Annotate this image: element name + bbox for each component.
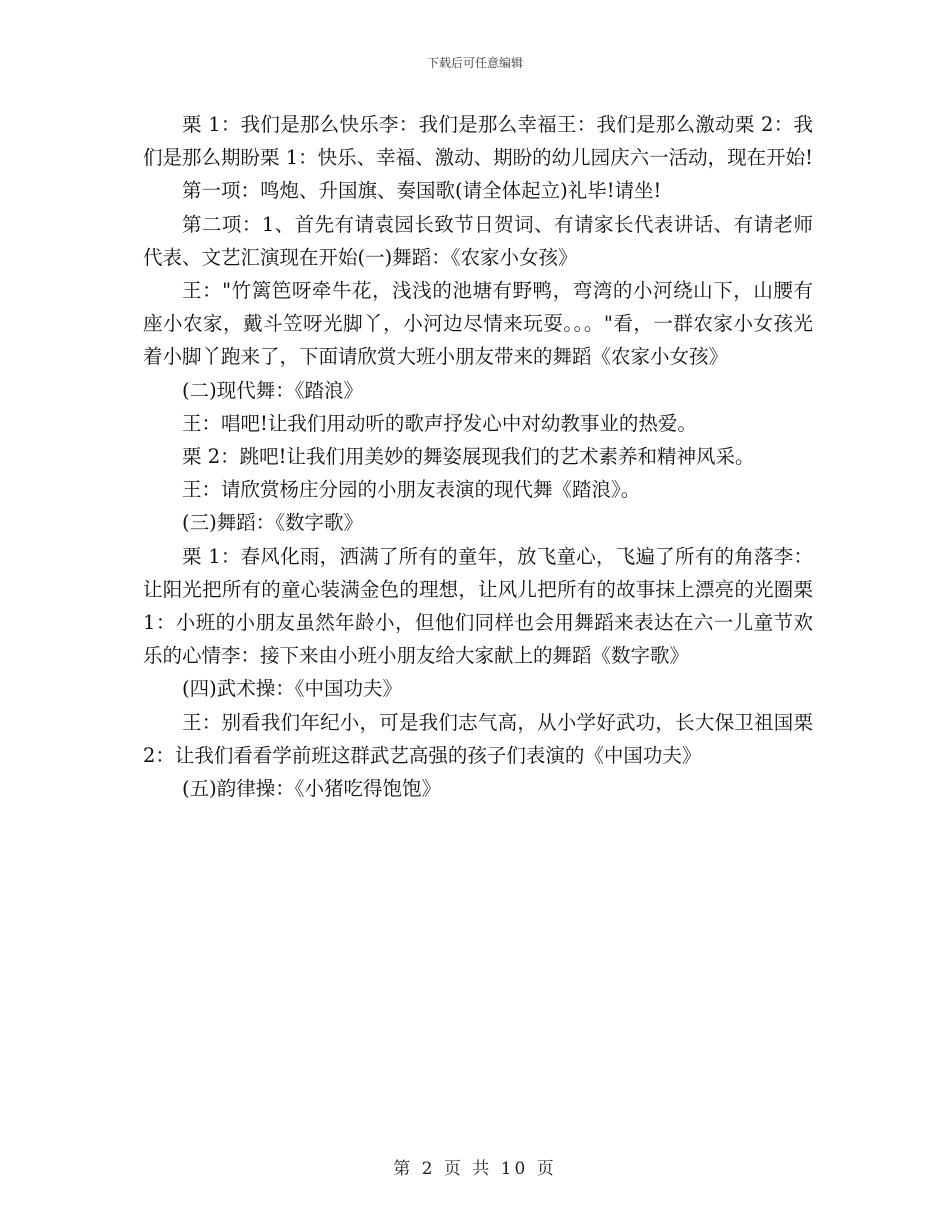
paragraph-opening-dialogue: 栗 1：我们是那么快乐李：我们是那么幸福王：我们是那么激动栗 2：我们是那么期盼栗 1：快乐、幸福、激动、期盼的幼儿园庆六一活动，现在开始! [143, 113, 813, 170]
paragraph-item-two: 第二项：1、首先有请袁园长致节日贺词、有请家长代表讲话、有请老师代表、文艺汇演现在开始(一)舞蹈：《农家小女孩》 [143, 212, 813, 269]
paragraph-number-song-intro: 栗 1：春风化雨，洒满了所有的童年，放飞童心，飞遍了所有的角落李：让阳光把所有的童心装满金色的理想，让风儿把所有的故事抹上漂亮的光圈栗 1：小班的小朋友虽然年龄小，但他们同样也会用舞蹈来表达在六一儿童节欢乐的心情李：接下来由小班小朋友给大家献上的舞蹈《数字歌》 [143, 544, 813, 668]
paragraph-wang-sing: 王：唱吧!让我们用动听的歌声抒发心中对幼教事业的热爱。 [182, 411, 697, 435]
paragraph-kungfu-intro: 王：别看我们年纪小，可是我们志气高，从小学好武功，长大保卫祖国栗 2：让我们看看学前班这群武艺高强的孩子们表演的《中国功夫》 [143, 710, 813, 767]
paragraph-wang-intro-dance: 王："竹篱笆呀牵牛花，浅浅的池塘有野鸭，弯湾的小河绕山下，山腰有座小农家，戴斗笠呀光脚丫，小河边尽情来玩耍。。。"看，一群农家小女孩光着小脚丫跑来了，下面请欣赏大班小朋友带来的舞蹈《农家小女孩》 [143, 279, 813, 369]
page-footer: 第 2 页 共 10 页 [393, 1159, 557, 1179]
paragraph-li2-dance: 栗 2：跳吧!让我们用美妙的舞姿展现我们的艺术素养和精神风采。 [182, 445, 755, 469]
paragraph-section-five-heading: (五)韵律操：《小猪吃得饱饱》 [182, 777, 441, 801]
paragraph-section-three-heading: (三)舞蹈：《数字歌》 [182, 511, 363, 535]
paragraph-item-one: 第一项：鸣炮、升国旗、奏国歌(请全体起立)礼毕!请坐! [182, 179, 662, 203]
document-body [143, 108, 813, 805]
paragraph-section-two-heading: (二)现代舞：《踏浪》 [182, 378, 363, 402]
paragraph-wang-modern-dance: 王：请欣赏杨庄分园的小朋友表演的现代舞《踏浪》。 [182, 478, 641, 502]
paragraph-section-four-heading: (四)武术操：《中国功夫》 [182, 677, 402, 701]
page-header: 下载后可任意编辑 [426, 56, 523, 70]
